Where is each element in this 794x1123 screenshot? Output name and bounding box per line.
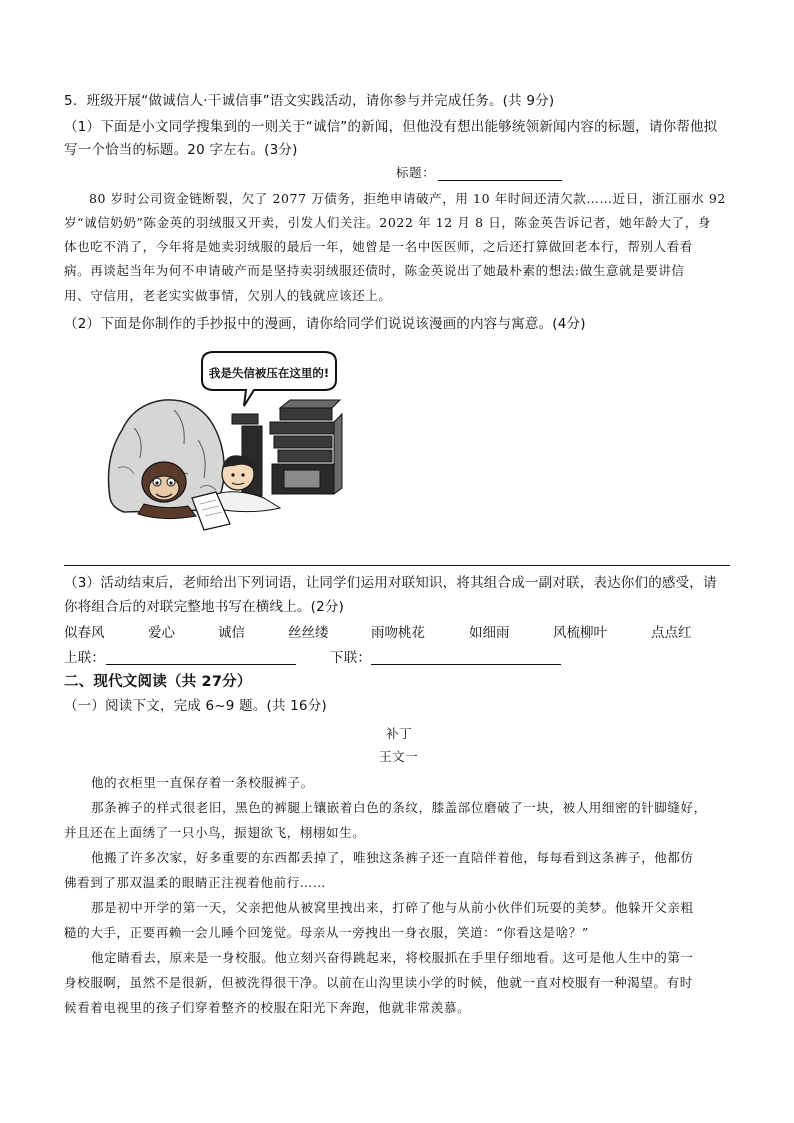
story-paragraph-line: 他定睛看去，原来是一身校服。他立刻兴奋得跳起来，将校服抓在手里仔细地看。这可是他人生中的第一 <box>91 950 694 965</box>
story-paragraph-line: 那条裤子的样式很老旧，黑色的裤腿上镶嵌着白色的条纹，膝盖部位磨破了一块，被人用细密的针脚缝好， <box>91 800 707 815</box>
couplet-word: 似春风 <box>64 625 105 641</box>
couplet-word: 点点红 <box>651 625 692 641</box>
q5-part3-line1: （3）活动结束后，老师给出下列词语，让同学们运用对联知识，将其组合成一副对联，表达你们的感受，请 <box>64 575 717 591</box>
story-paragraph-line: 糙的大手，正要再赖一会儿睡个回笼觉。母亲从一旁拽出一身衣服，笑道：“你看这是啥？” <box>64 925 589 940</box>
reading-subheading: （一）阅读下文，完成 6~9 题。(共 16分) <box>64 698 327 714</box>
news-line-2: 岁“诚信奶奶”陈金英的羽绒服又开卖，引发人们关注。2022 年 12 月 8 日，陈金英告诉记者，她年龄大了，身 <box>64 215 711 230</box>
cartoon-illustration <box>104 348 354 532</box>
cartoon-answer-line[interactable] <box>64 565 730 566</box>
section-heading: 二、现代文阅读（共 27分） <box>64 674 252 690</box>
story-paragraph-line: 佛看到了那双温柔的眼睛正注视着他前行…… <box>64 875 327 890</box>
lower-couplet-input-line[interactable] <box>371 664 561 665</box>
news-line-1: 80 岁时公司资金链断裂，欠了 2077 万债务，拒绝申请破产，用 10 年时间还清欠款……近日，浙江丽水 92 <box>89 191 726 206</box>
couplet-word: 丝丝缕 <box>288 625 329 641</box>
story-paragraph-line: 身校服啊，虽然不是很新，但被洗得很干净。以前在山沟里读小学的时候，他就一直对校服有一种渴望。有时 <box>64 975 693 990</box>
title-answer-line[interactable] <box>438 180 562 181</box>
news-line-3: 体也吃不消了，今年将是她卖羽绒服的最后一年，她曾是一名中医医师，之后还打算做回老本行，帮别人看看 <box>64 239 693 254</box>
lower-couplet-label: 下联： <box>330 650 372 666</box>
q5-part2: （2）下面是你制作的手抄报中的漫画，请你给同学们说说该漫画的内容与寓意。(4分) <box>64 316 586 332</box>
story-paragraph-line: 他的衣柜里一直保存着一条校服裤子。 <box>91 775 314 790</box>
story-title: 补丁 <box>386 726 413 741</box>
couplet-word: 诚信 <box>218 625 245 641</box>
news-line-4: 病。再谈起当年为何不申请破产而是坚持卖羽绒服还债时，陈金英说出了她最朴素的想法:做生意就是要讲信 <box>64 263 685 278</box>
upper-couplet-input-line[interactable] <box>106 664 296 665</box>
news-line-5: 用、守信用，老老实实做事情，欠别人的钱就应该还上。 <box>64 288 392 303</box>
story-paragraph-line: 那是初中开学的第一天，父亲把他从被窝里拽出来，打碎了他与从前小伙伴们玩耍的美梦。他躲开父亲粗 <box>91 900 694 915</box>
couplet-word: 爱心 <box>148 625 175 641</box>
couplet-word: 如细雨 <box>469 625 510 641</box>
speech-bubble-text: 我是失信被压在这里的! <box>208 366 330 380</box>
q5-part1-line1: （1）下面是小文同学搜集到的一则关于“诚信”的新闻，但他没有想出能够统领新闻内容的标题，请你帮他拟 <box>64 119 718 135</box>
story-paragraph-line: 他搬了许多次家，好多重要的东西都丢掉了，唯独这条裤子还一直陪伴着他，每每看到这条裤子，他都仿 <box>91 850 694 865</box>
title-label: 标题： <box>396 165 436 180</box>
story-paragraph-line: 并且还在上面绣了一只小鸟，振翅欲飞，栩栩如生。 <box>64 825 366 840</box>
story-author: 王文一 <box>379 749 419 764</box>
couplet-word: 雨吻桃花 <box>371 625 425 641</box>
upper-couplet-label: 上联： <box>64 650 106 666</box>
q5-part1-line2: 写一个恰当的标题。20 字左右。(3分) <box>64 142 298 158</box>
q5-heading: 5．班级开展“做诚信人·干诚信事”语文实践活动，请你参与并完成任务。(共 9分) <box>64 93 555 109</box>
couplet-word: 风梳柳叶 <box>553 625 607 641</box>
q5-part3-line2: 你将组合后的对联完整地书写在横线上。(2分) <box>64 599 345 615</box>
story-paragraph-line: 候看着电视里的孩子们穿着整齐的校服在阳光下奔跑，他就非常羡慕。 <box>64 1000 471 1015</box>
